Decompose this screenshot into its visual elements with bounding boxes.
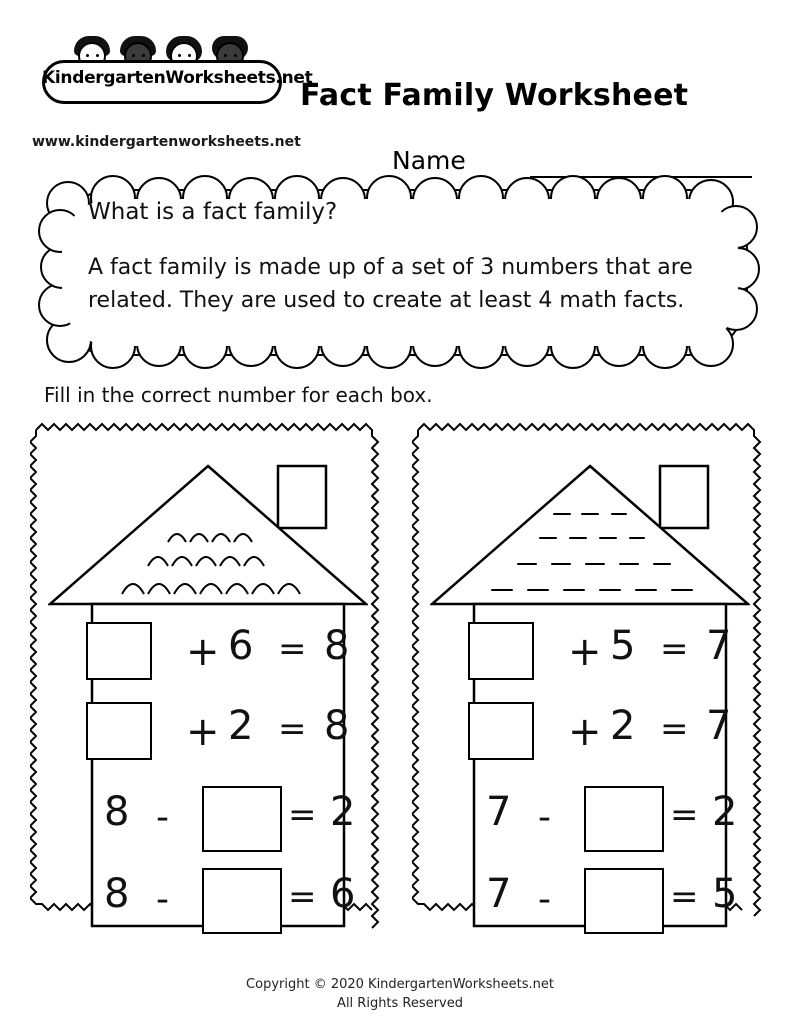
- equation-row: [56, 620, 356, 698]
- result-value: 2: [330, 789, 356, 835]
- result-value: 7: [706, 703, 732, 749]
- equals-sign: =: [288, 877, 317, 917]
- equals-sign: =: [288, 795, 317, 835]
- site-url: www.kindergartenworksheets.net: [32, 134, 301, 150]
- operand-b: 5: [610, 623, 636, 669]
- equals-sign: =: [278, 709, 307, 749]
- operator-minus: -: [538, 797, 551, 838]
- answer-box[interactable]: [202, 786, 282, 852]
- equation-row: [56, 700, 356, 778]
- operand-b: 2: [228, 703, 254, 749]
- page-title: Fact Family Worksheet: [300, 78, 689, 113]
- copyright-text: Copyright © 2020 KindergartenWorksheets.net: [246, 977, 554, 992]
- definition-answer: A fact family is made up of a set of 3 numbers that are related. They are used to create at least 4 math facts.: [88, 255, 693, 313]
- operand-a: 8: [104, 789, 130, 835]
- operator-minus: -: [156, 797, 169, 838]
- result-value: 8: [324, 623, 350, 669]
- site-logo: [32, 34, 313, 110]
- logo-text: KindergartenWorksheets.net: [42, 68, 313, 88]
- equations-list: [430, 438, 750, 928]
- operator-minus: -: [538, 879, 551, 920]
- equals-sign: =: [660, 709, 689, 749]
- equals-sign: =: [278, 629, 307, 669]
- operator-plus: +: [186, 629, 220, 675]
- result-value: 7: [706, 623, 732, 669]
- definition-question: What is a fact family?: [88, 199, 338, 225]
- fact-family-house-2: [412, 420, 767, 945]
- equation-row: [438, 868, 738, 946]
- operand-a: 7: [486, 871, 512, 917]
- fact-family-house-1: [30, 420, 385, 945]
- equation-row: [438, 700, 738, 778]
- equals-sign: =: [670, 795, 699, 835]
- operator-plus: +: [568, 629, 602, 675]
- page-header: [0, 30, 800, 175]
- logo-badge: [32, 34, 313, 110]
- instruction-text: Fill in the correct number for each box.: [44, 383, 433, 407]
- equation-row: [438, 620, 738, 698]
- answer-box[interactable]: [86, 702, 152, 760]
- result-value: 6: [330, 871, 356, 917]
- operand-a: 8: [104, 871, 130, 917]
- rights-text: All Rights Reserved: [337, 996, 463, 1011]
- operand-a: 7: [486, 789, 512, 835]
- equation-row: [438, 786, 738, 864]
- answer-box[interactable]: [584, 786, 664, 852]
- equals-sign: =: [670, 877, 699, 917]
- result-value: 2: [712, 789, 738, 835]
- fact-family-definition-cloud: [38, 175, 762, 370]
- operator-plus: +: [568, 709, 602, 755]
- answer-box[interactable]: [86, 622, 152, 680]
- answer-box[interactable]: [202, 868, 282, 934]
- equations-list: [48, 438, 368, 928]
- page-footer: [0, 975, 800, 1013]
- operator-plus: +: [186, 709, 220, 755]
- result-value: 5: [712, 871, 738, 917]
- answer-box[interactable]: [468, 702, 534, 760]
- answer-box[interactable]: [468, 622, 534, 680]
- operand-b: 6: [228, 623, 254, 669]
- result-value: 8: [324, 703, 350, 749]
- equation-row: [56, 786, 356, 864]
- operand-b: 2: [610, 703, 636, 749]
- operator-minus: -: [156, 879, 169, 920]
- equals-sign: =: [660, 629, 689, 669]
- name-field-row: [300, 138, 770, 178]
- equation-row: [56, 868, 356, 946]
- name-label: Name: [392, 146, 466, 175]
- answer-box[interactable]: [584, 868, 664, 934]
